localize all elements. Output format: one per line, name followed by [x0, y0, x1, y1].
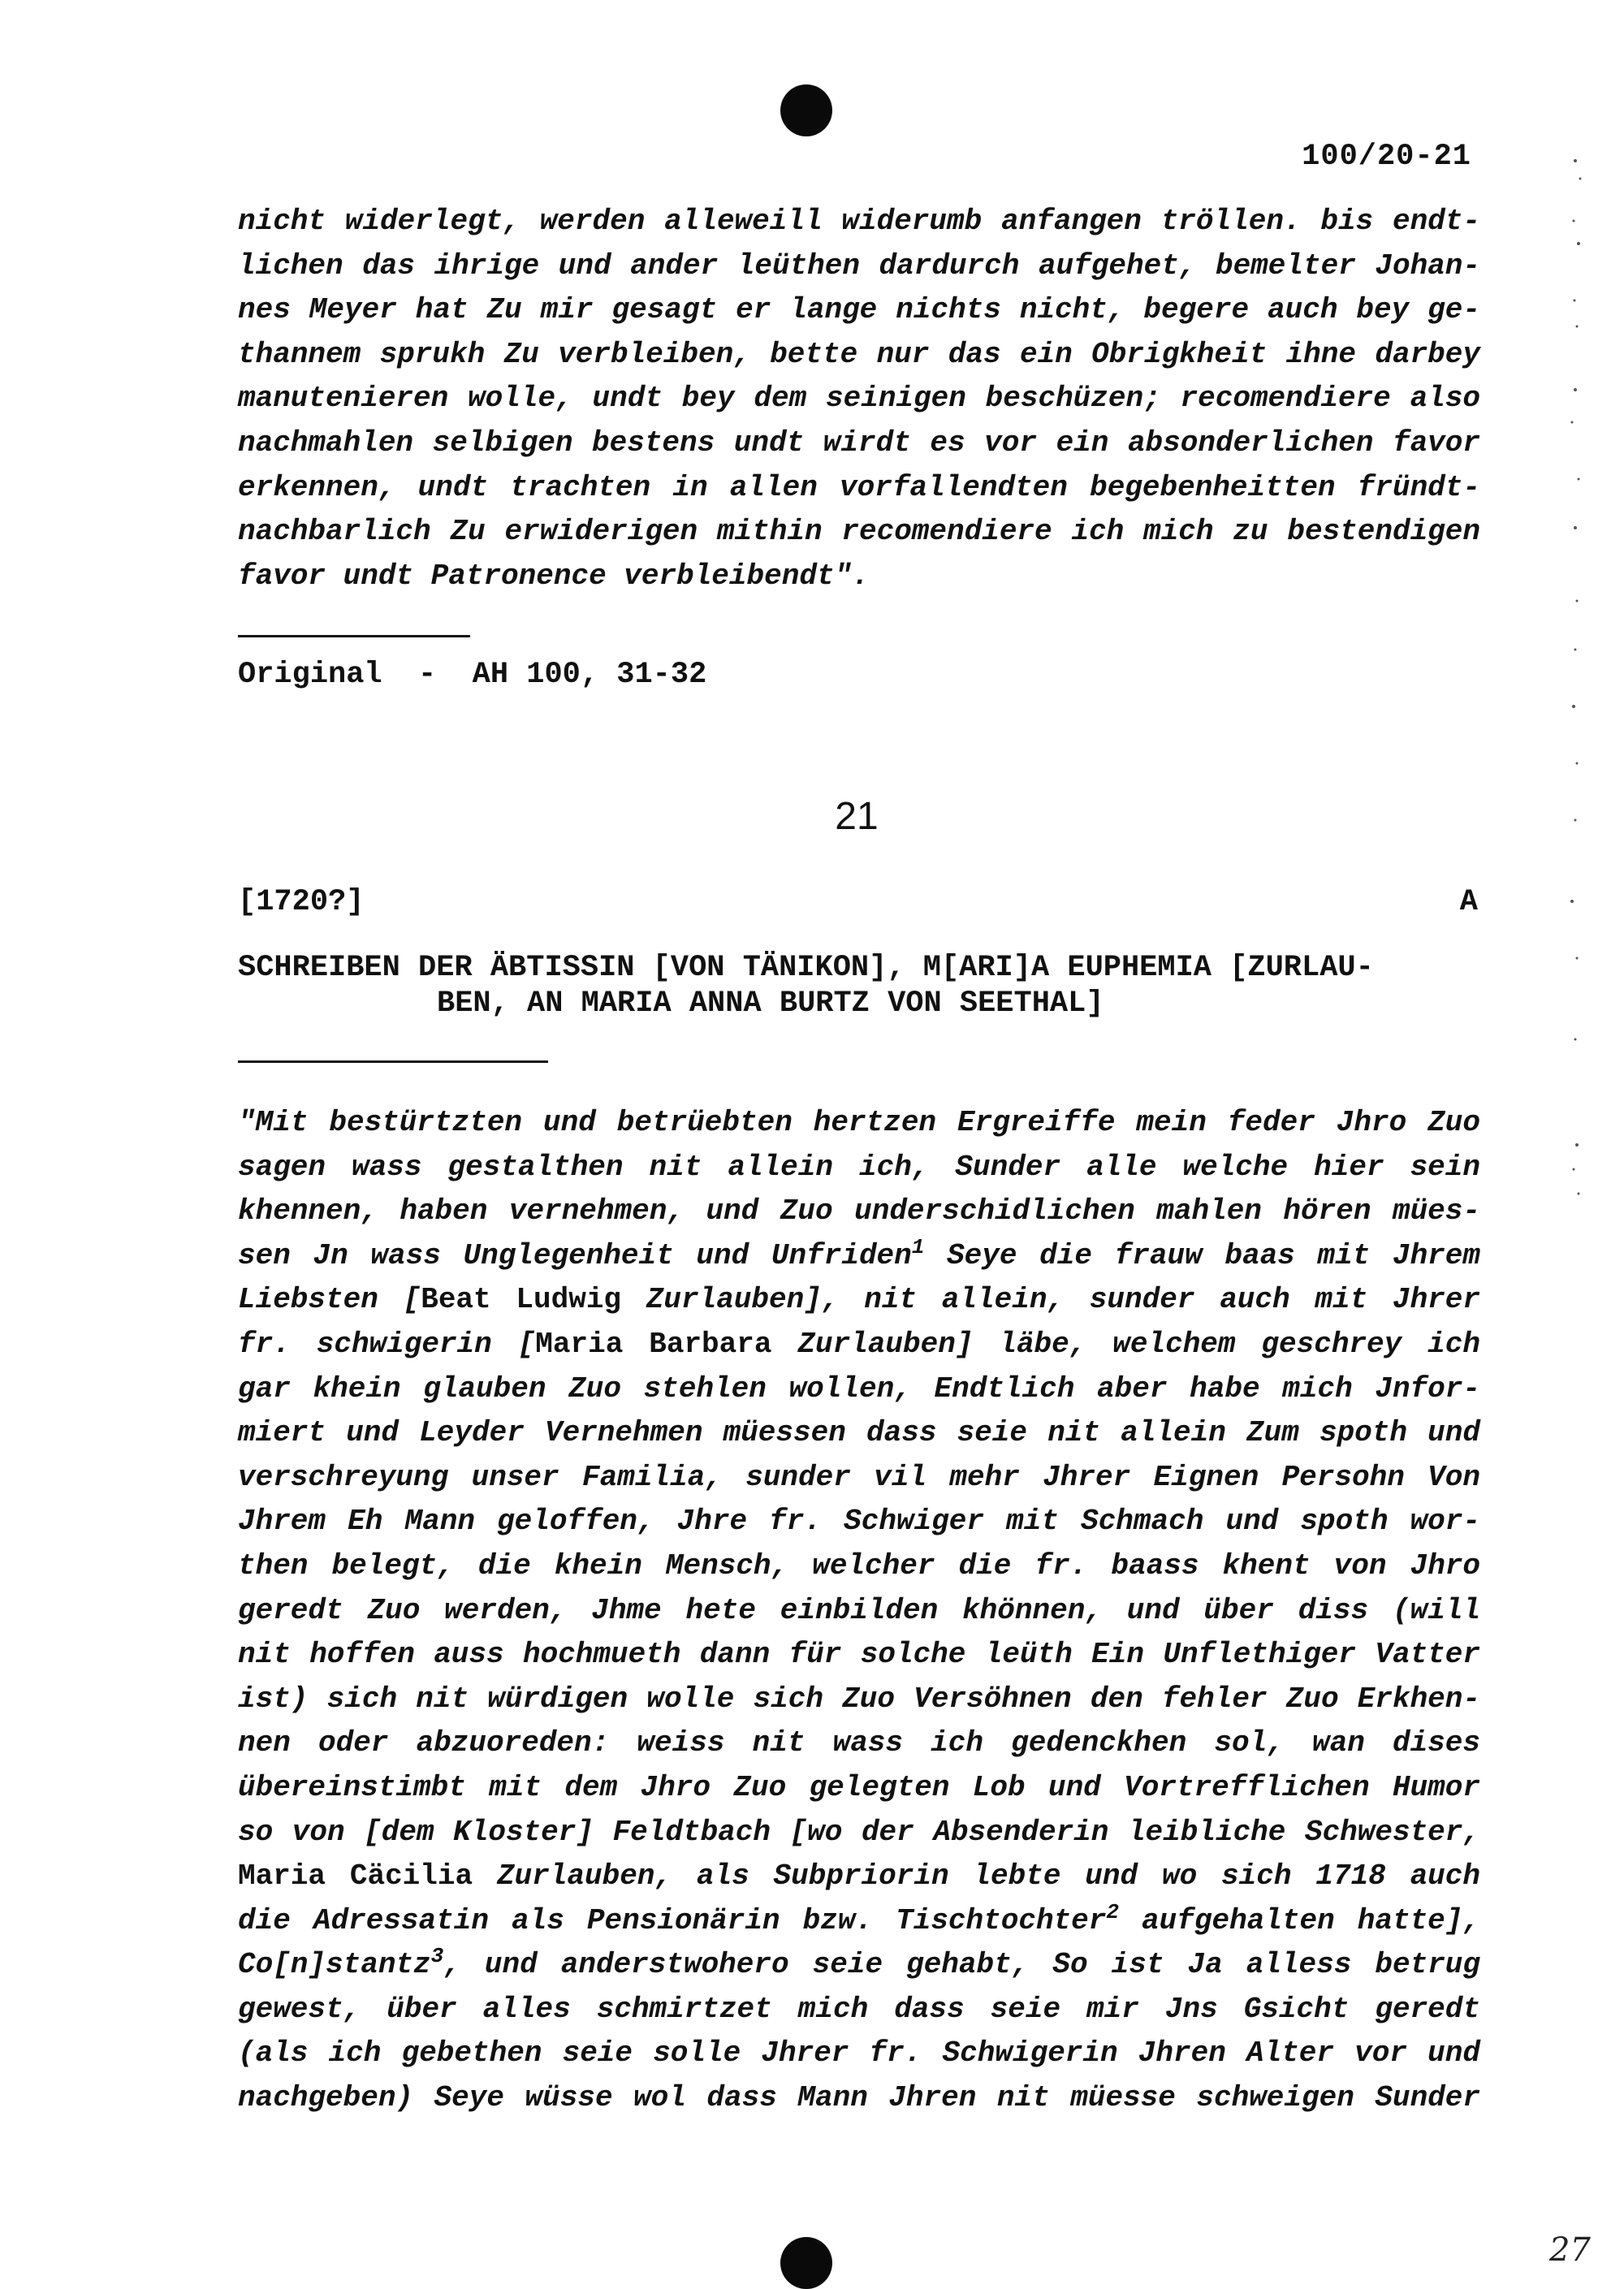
previous-letter-ending: [238, 200, 1480, 598]
punch-hole-bottom: [780, 2237, 832, 2289]
text-line: sagen wass gestalthen nit allein ich, Sunder alle welche hier sein: [238, 1150, 1480, 1184]
text-line: nen oder abzuoreden: weiss nit wass ich gedenckhen sol, wan dises: [238, 1726, 1480, 1760]
text-line: (als ich gebethen seie solle Jhrer fr. Schwigerin Jhren Alter vor und: [238, 2036, 1480, 2071]
text-line: manutenieren wolle, undt bey dem seinigen beschüzen; recomendiere also: [238, 382, 1480, 416]
text-line: nicht widerlegt, werden alleweill widerumb anfangen tröllen. bis endt-: [238, 205, 1480, 238]
text-line: verschreyung unser Familia, sunder vil mehr Jhrer Eignen Persohn Von: [238, 1460, 1480, 1494]
section-rule: [238, 635, 470, 637]
scan-edge-specks: [1567, 146, 1616, 1364]
text-line: then belegt, die khein Mensch, welcher die fr. baass khent von Jhro: [238, 1548, 1480, 1583]
text-line: [238, 1234, 1480, 1279]
text-segment: aufgehalten hatte],: [1118, 1903, 1480, 1937]
text-line: nachgeben) Seye wüsse wol dass Mann Jhren nit müesse schweigen Sunder: [238, 2081, 1480, 2115]
footnote-marker: 2: [1106, 1899, 1119, 1924]
text-line: Jhrem Eh Mann geloffen, Jhre fr. Schwiger mit Schmach und spoth wor-: [238, 1505, 1480, 1539]
person-name: Maria Barbara: [535, 1327, 772, 1361]
footnote-marker: 1: [911, 1234, 925, 1259]
title-line: SCHREIBEN DER ÄBTISSIN [VON TÄNIKON], M[ARI]A EUPHEMIA [ZURLAU-: [238, 951, 1374, 985]
text-segment: Co[n]stantz: [238, 1948, 431, 1982]
text-line: erkennen, undt trachten in allen vorfallendten begebenheitten fründt-: [238, 470, 1480, 504]
text-line: übereinstimbt mit dem Jhro Zuo gelegten Lob und Vortrefflichen Humor: [238, 1770, 1480, 1804]
text-segment: Liebsten [: [238, 1283, 421, 1317]
text-line: favor undt Patronence verbleibendt".: [238, 559, 870, 593]
title-rule: [238, 1060, 548, 1063]
text-line: nit hoffen auss hochmueth dann für solche leüth Ein Unflethiger Vatter: [238, 1638, 1480, 1672]
text-line: gewest, über alles schmirtzet mich dass seie mir Jns Gsicht geredt: [238, 1992, 1480, 2026]
text-line: "Mit bestürtzten und betrüebten hertzen Ergreiffe mein feder Jhro Zuo: [238, 1106, 1480, 1139]
document-number: 21: [835, 795, 879, 838]
text-segment: sen Jn wass Unglegenheit und Unfriden: [238, 1238, 912, 1272]
text-segment: Zurlauben] läbe, welchem geschrey ich: [771, 1327, 1480, 1361]
text-line: khennen, haben vernehmen, und Zuo underschidlichen mahlen hören mües-: [238, 1194, 1480, 1229]
title-line: BEN, AN MARIA ANNA BURTZ VON SEETHAL]: [437, 987, 1104, 1021]
document-date: [1720?]: [238, 885, 365, 919]
text-line: geredt Zuo werden, Jhme hete einbilden khönnen, und über diss (will: [238, 1593, 1480, 1627]
text-segment: Seye die frauw baas mit Jhrem: [924, 1238, 1480, 1272]
text-segment: Zurlauben], nit allein, sunder auch mit Jhrer: [621, 1283, 1480, 1317]
text-line: [238, 1278, 1480, 1323]
document-title: [238, 950, 1480, 1021]
person-name: Beat Ludwig: [421, 1283, 622, 1317]
text-segment: fr. schwigerin [: [238, 1327, 536, 1361]
text-line: so von [dem Kloster] Feldtbach [wo der Absenderin leibliche Schwester,: [238, 1815, 1480, 1849]
text-line: ist) sich nit würdigen wolle sich Zuo Versöhnen den fehler Zuo Erkhen-: [238, 1682, 1480, 1716]
text-line: lichen das ihrige und ander leüthen dardurch aufgehet, bemelter Johan-: [238, 248, 1480, 283]
text-line: miert und Leyder Vernehmen müessen dass seie nit allein Zum spoth und: [238, 1416, 1480, 1450]
footnote-marker: 3: [430, 1944, 444, 1969]
text-line: thannem sprukh Zu verbleiben, bette nur das ein Obrigkheit ihne darbey: [238, 337, 1480, 371]
text-line: nachmahlen selbigen bestens undt wirdt es vor ein absonderlichen favor: [238, 425, 1480, 460]
archive-page-number: 27: [1549, 2231, 1591, 2269]
document-type-letter: A: [1459, 885, 1478, 919]
source-citation: Original - AH 100, 31-32: [238, 658, 707, 692]
text-line: [238, 1943, 1480, 1988]
text-line: [238, 1899, 1480, 1944]
letter-body: [238, 1101, 1480, 2121]
text-segment: , und anderstwohero seie gehabt, So ist Ja alless betrug: [443, 1948, 1480, 1982]
text-line: nes Meyer hat Zu mir gesagt er lange nichts nicht, begere auch bey ge-: [238, 293, 1480, 327]
page-reference: 100/20-21: [1302, 140, 1471, 174]
punch-hole-top: [780, 84, 832, 136]
text-line: nachbarlich Zu erwiderigen mithin recomendiere ich mich zu bestendigen: [238, 515, 1480, 549]
text-segment: Zurlauben, als Subpriorin lebte und wo sich 1718 auch: [473, 1859, 1480, 1894]
text-segment: die Adressatin als Pensionärin bzw. Tischtochter: [238, 1903, 1107, 1937]
text-line: [238, 1855, 1480, 1899]
text-line: [238, 1323, 1480, 1367]
text-line: gar khein glauben Zuo stehlen wollen, Endtlich aber habe mich Jnfor-: [238, 1371, 1480, 1406]
person-name: Maria Cäcilia: [238, 1859, 473, 1894]
